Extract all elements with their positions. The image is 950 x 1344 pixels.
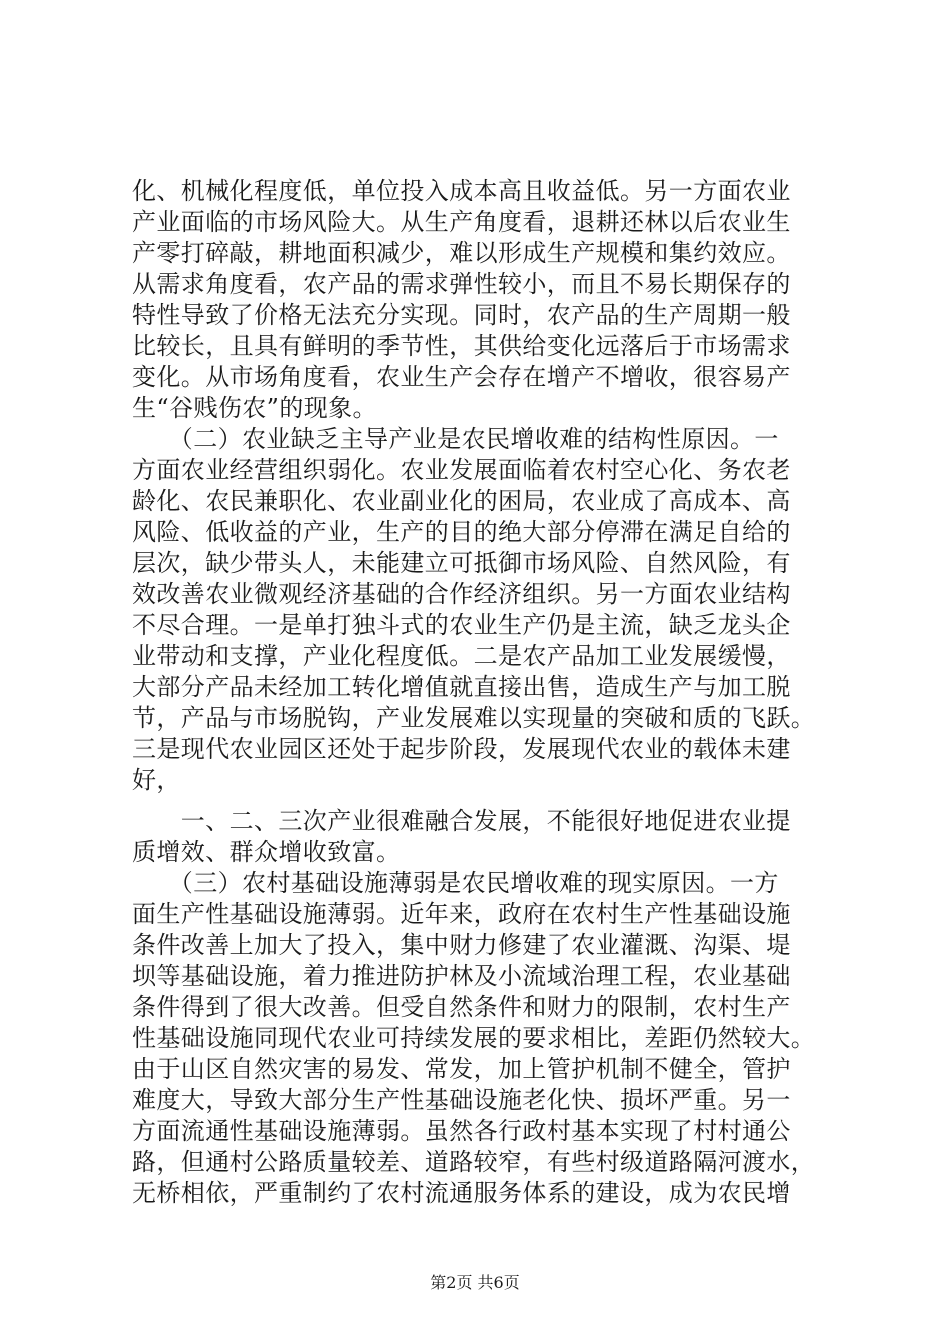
body-text bbox=[132, 176, 832, 1209]
text-line: 好， bbox=[132, 766, 181, 794]
text-line: 方面农业经营组织弱化。农业发展面临着农村空心化、务农老 bbox=[132, 456, 791, 484]
text-line: 质增效、群众增收致富。 bbox=[132, 838, 401, 866]
text-line: 产零打碎敲，耕地面积减少，难以形成生产规模和集约效应。 bbox=[132, 239, 791, 267]
text-line: 面生产性基础设施薄弱。近年来，政府在农村生产性基础设施 bbox=[132, 900, 791, 928]
text-line: 坝等基础设施，着力推进防护林及小流域治理工程，农业基础 bbox=[132, 962, 791, 990]
text-line: 层次，缺少带头人，未能建立可抵御市场风险、自然风险，有 bbox=[132, 549, 791, 577]
text-line: 难度大，导致大部分生产性基础设施老化快、损坏严重。另一 bbox=[132, 1086, 791, 1114]
text-line: 一、二、三次产业很难融合发展，不能很好地促进农业提 bbox=[132, 807, 791, 835]
text-line: 生“谷贱伤农”的现象。 bbox=[132, 394, 377, 422]
text-line: 从需求角度看，农产品的需求弹性较小，而且不易长期保存的 bbox=[132, 270, 791, 298]
text-line: 路，但通村公路质量较差、道路较窄，有些村级道路隔河渡水， bbox=[132, 1148, 816, 1176]
text-line: 风险、低收益的产业，生产的目的绝大部分停滞在满足自给的 bbox=[132, 518, 791, 546]
text-line: （二）农业缺乏主导产业是农民增收难的结构性原因。一 bbox=[132, 425, 779, 453]
text-line: 大部分产品未经加工转化增值就直接出售，造成生产与加工脱 bbox=[132, 673, 791, 701]
text-line: 性基础设施同现代农业可持续发展的要求相比，差距仍然较大。 bbox=[132, 1024, 816, 1052]
text-line: 方面流通性基础设施薄弱。虽然各行政村基本实现了村村通公 bbox=[132, 1117, 791, 1145]
text-line: 由于山区自然灾害的易发、常发，加上管护机制不健全，管护 bbox=[132, 1055, 791, 1083]
text-line: 条件改善上加大了投入，集中财力修建了农业灌溉、沟渠、堤 bbox=[132, 931, 791, 959]
text-line: 业带动和支撑，产业化程度低。二是农产品加工业发展缓慢， bbox=[132, 642, 791, 670]
text-line: 特性导致了价格无法充分实现。同时，农产品的生产周期一般 bbox=[132, 301, 791, 329]
text-line: 三是现代农业园区还处于起步阶段，发展现代农业的载体未建 bbox=[132, 735, 791, 763]
text-line: 龄化、农民兼职化、农业副业化的困局，农业成了高成本、高 bbox=[132, 487, 791, 515]
page-footer: 第2页 共6页 bbox=[430, 1273, 520, 1292]
text-line: 条件得到了很大改善。但受自然条件和财力的限制，农村生产 bbox=[132, 993, 791, 1021]
text-line: 化、机械化程度低，单位投入成本高且收益低。另一方面农业 bbox=[132, 177, 791, 205]
text-line: 比较长，且具有鲜明的季节性，其供给变化远落后于市场需求 bbox=[132, 332, 791, 360]
text-line: 产业面临的市场风险大。从生产角度看，退耕还林以后农业生 bbox=[132, 208, 791, 236]
text-line: 不尽合理。一是单打独斗式的农业生产仍是主流，缺乏龙头企 bbox=[132, 611, 791, 639]
text-line: 变化。从市场角度看，农业生产会存在增产不增收，很容易产 bbox=[132, 363, 791, 391]
text-line: 无桥相依，严重制约了农村流通服务体系的建设，成为农民增 bbox=[132, 1179, 791, 1207]
text-line: 节，产品与市场脱钩，产业发展难以实现量的突破和质的飞跃。 bbox=[132, 704, 816, 732]
text-line: 效改善农业微观经济基础的合作经济组织。另一方面农业结构 bbox=[132, 580, 791, 608]
text-line: （三）农村基础设施薄弱是农民增收难的现实原因。一方 bbox=[132, 869, 779, 897]
